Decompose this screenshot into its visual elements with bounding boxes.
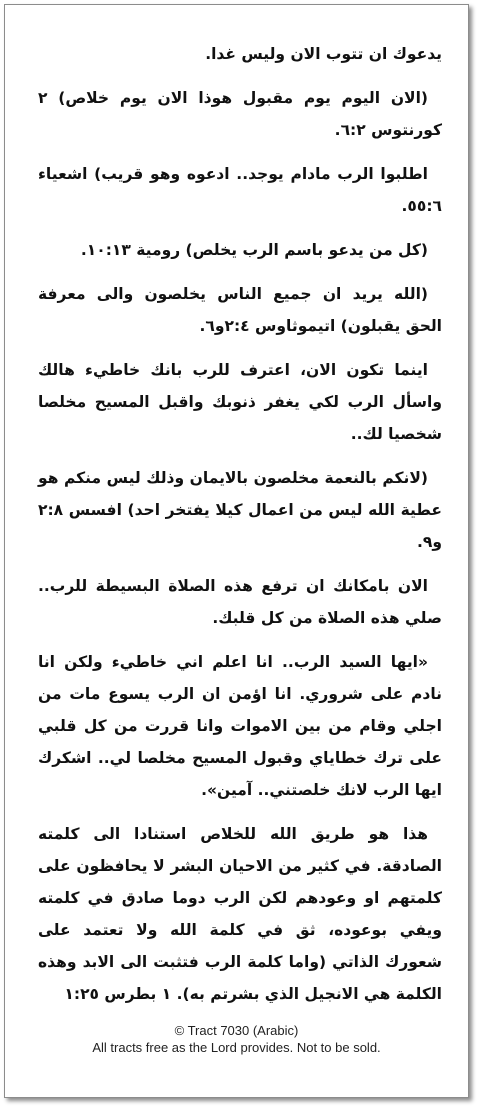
paragraph-verse-ephesians: (لانكم بالنعمة مخلصون بالايمان وذلك ليس منكم هو عطية الله ليس من اعمال كيلا يفتخر احد) افسس ٢:٨ و٩. (38, 469, 442, 551)
paragraph-confess: اينما تكون الان، اعترف للرب بانك خاطيء هالك واسأل الرب لكي يغفر ذنوبك واقبل المسيح مخلصا شخصيا لك.. (38, 361, 442, 443)
paragraph-verse-corinthians: (الان اليوم يوم مقبول هوذا الان يوم خلاص) ٢ كورنتوس ٦:٢. (38, 89, 442, 139)
paragraph-prayer-intro: الان بامكانك ان ترفع هذه الصلاة البسيطة للرب.. صلي هذه الصلاة من كل قلبك. (38, 577, 442, 627)
paragraph-verse-romans: (كل من يدعو باسم الرب يخلص) رومية ١٠:١٣. (80, 241, 428, 259)
footer-notice: All tracts free as the Lord provides. Not to be sold. (92, 1040, 381, 1055)
paragraph-verse-timothy: (الله يريد ان جميع الناس يخلصون والى معرفة الحق يقبلون) اتيموثاوس ٢:٤و٦. (38, 285, 442, 335)
paragraph-conclusion: هذا هو طريق الله للخلاص استنادا الى كلمته الصادقة. في كثير من الاحيان البشر لا يحافظون على كلمتهم او وعودهم لكن الرب دوما صادق في كلمته ويفي بوعوده، ثق في كلمة الله ولا تعتمد على شعورك الذاتي (واما كلمة الرب فتثبت الى الابد وهذه الكلمة هي الانجيل الذي بشرتم به). ١ بطرس ١:٢٥ (38, 825, 442, 1003)
tract-body (38, 38, 442, 1022)
paragraph-prayer: «ايها السيد الرب.. انا اعلم اني خاطيء ولكن انا نادم على شروري. انا اؤمن ان الرب يسوع مات من اجلي وقام من بين الاموات وانا قررت من كل قلبي على ترك خطاياي وقبول المسيح مخلصا لي.. اشكرك ايها الرب لانك خلصتني.. آمين». (38, 653, 442, 799)
paragraph-verse-isaiah: اطلبوا الرب مادام يوجد.. ادعوه وهو قريب) اشعياء ٥٥:٦. (38, 165, 442, 215)
footer (4, 1022, 469, 1056)
footer-copyright: © Tract 7030 (Arabic) (174, 1023, 299, 1038)
paragraph-intro: يدعوك ان تتوب الان وليس غدا. (205, 45, 442, 63)
